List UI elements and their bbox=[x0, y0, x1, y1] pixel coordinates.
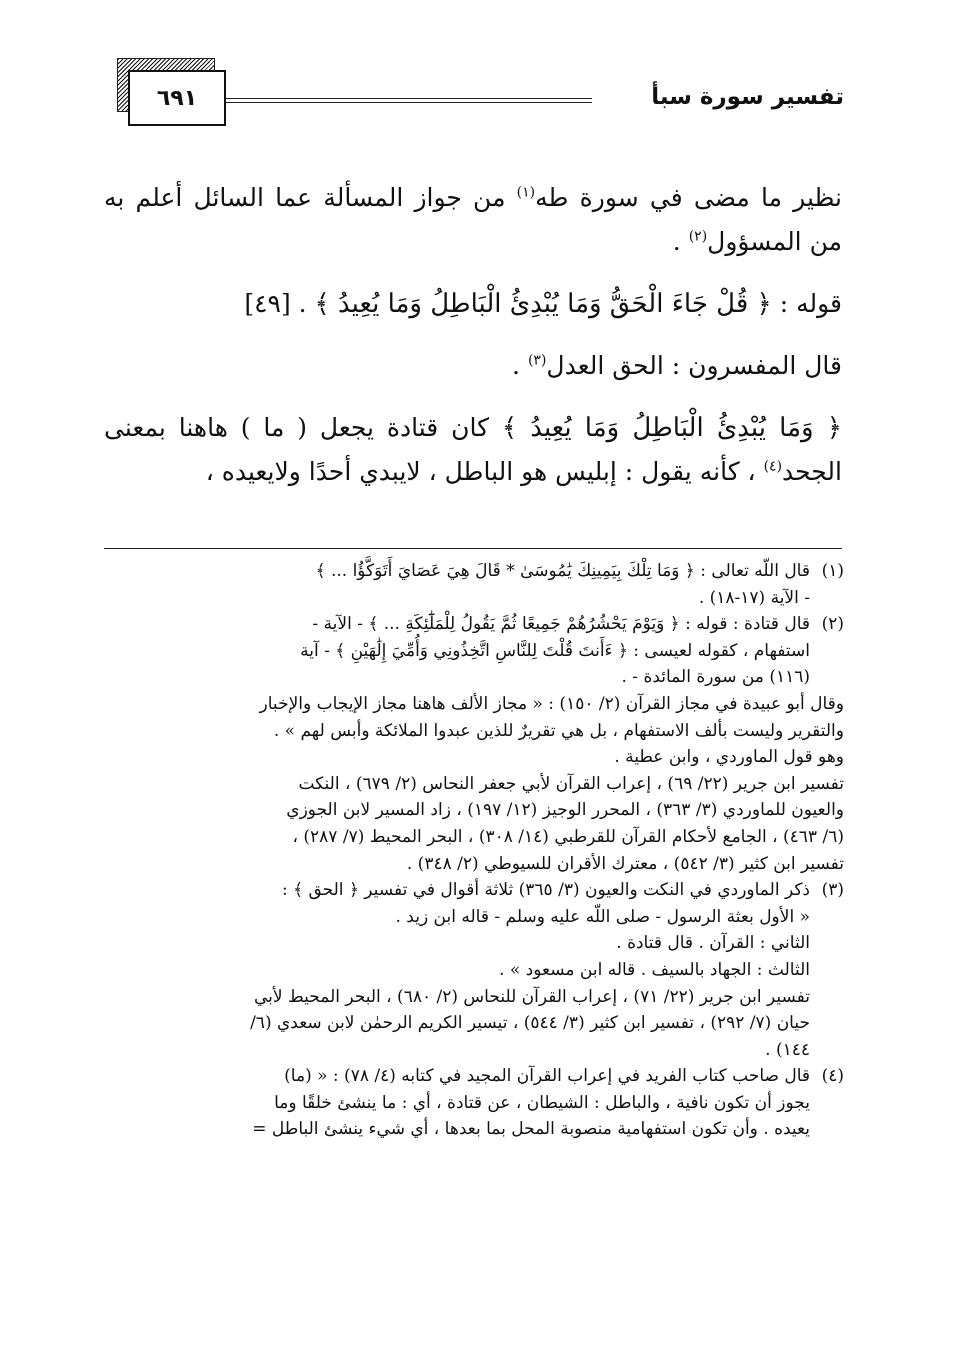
footnote-line: (١١٦) من سورة المائدة - . bbox=[621, 667, 810, 688]
footnote-separator bbox=[104, 548, 842, 549]
footnote-line: قال صاحب كتاب الفريد في إعراب القرآن المجيد في كتابه (٤/ ٧٨) : « (ما) bbox=[284, 1066, 810, 1087]
footnote-line: حيان (٧/ ٢٩٢) ، تفسير ابن كثير (٣/ ٥٤٤) ، تيسير الكريم الرحمٰن لابن سعدي (٦/ bbox=[250, 1013, 810, 1034]
verse-49: ﴿ قُلْ جَاءَ الْحَقُّ وَمَا يُبْدِئُ الْبَاطِلُ وَمَا يُعِيدُ ﴾ bbox=[314, 289, 772, 319]
p4-text-2: ، كأنه يقول : إبليس هو الباطل ، لايبدي أحدًا ولايعيده ، bbox=[205, 457, 764, 486]
footnote-line: تفسير ابن جرير (٢٢/ ٧١) ، إعراب القرآن للنحاس (٢/ ٦٨٠) ، البحر المحيط لأبي bbox=[254, 986, 810, 1007]
footnote-line: والتقرير وليست بألف الاستفهام ، بل هي تقريرٌ للذين عبدوا الملائكة وأبس لهم » . bbox=[273, 720, 844, 741]
p3-end: . bbox=[512, 351, 528, 380]
footnote-number: (٣) bbox=[821, 880, 844, 901]
running-title: تفسير سورة سبأ bbox=[651, 84, 844, 110]
verse-quote: ﴿ وَمَا يُبْدِئُ الْبَاطِلُ وَمَا يُعِيدُ ﴾ bbox=[501, 413, 842, 443]
main-text bbox=[104, 176, 842, 512]
footnote-line: يعيده . وأن تكون استفهامية منصوبة المحل بما بعدها ، أي شيء ينشئ الباطل = bbox=[252, 1119, 810, 1140]
footnotes bbox=[104, 558, 844, 1143]
footnote-line: قال اللّه تعالى : ﴿ وَمَا تِلْكَ بِيَمِينِكَ يَٰمُوسَىٰ * قَالَ هِيَ عَصَايَ أَتَوَكَّؤُا ... ﴾ bbox=[315, 561, 810, 581]
footnote-line: وقال أبو عبيدة في مجاز القرآن (٢/ ١٥٠) : « مجاز الألف هاهنا مجاز الإيجاب والإخبار bbox=[259, 693, 844, 714]
footnote-line: قال قتادة : قوله : ﴿ وَيَوْمَ يَحْشُرُهُمْ جَمِيعًا ثُمَّ يَقُولُ لِلْمَلَٰٓئِكَةِ ... ﴾ - الآية - bbox=[312, 614, 810, 635]
paragraph-3 bbox=[104, 344, 842, 388]
p1-text-2: من جواز المسألة عما السائل أعلم به من المسؤول bbox=[104, 183, 842, 256]
footnote-4 bbox=[104, 1063, 844, 1143]
p1-text: نظير ما مضى في سورة طه bbox=[535, 183, 842, 212]
footnote-ref-3[interactable]: (٣) bbox=[527, 352, 547, 369]
verse-number: . [٤٩] bbox=[244, 289, 315, 318]
p2-lead: قوله : bbox=[771, 289, 842, 318]
footnote-ref-1[interactable]: (١) bbox=[516, 184, 536, 201]
footnote-line: الثالث : الجهاد بالسيف . قاله ابن مسعود » . bbox=[499, 959, 810, 980]
paragraph-1 bbox=[104, 176, 842, 264]
footnote-line: استفهام ، كقوله لعيسى : ﴿ ءَأَنتَ قُلْتَ لِلنَّاسِ اتَّخِذُونِي وَأُمِّيَ إِلَٰهَيْنِ ﴾ - آية bbox=[300, 640, 810, 661]
paragraph-4 bbox=[104, 406, 842, 494]
footnote-line: ١٤٤) . bbox=[765, 1039, 810, 1060]
footnote-line: تفسير ابن كثير (٣/ ٥٤٢) ، معترك الأقران للسيوطي (٢/ ٣٤٨) . bbox=[406, 853, 844, 874]
footnote-number: (١) bbox=[821, 561, 844, 581]
header-rule bbox=[226, 98, 592, 103]
footnote-number: (٤) bbox=[821, 1066, 844, 1087]
footnote-line: الثاني : القرآن . قال قتادة . bbox=[616, 933, 810, 954]
footnote-line: تفسير ابن جرير (٢٢/ ٦٩) ، إعراب القرآن لأبي جعفر النحاس (٢/ ٦٧٩) ، النكت bbox=[298, 773, 844, 794]
footnote-3 bbox=[104, 877, 844, 1063]
p3-text: قال المفسرون : الحق العدل bbox=[546, 351, 842, 380]
p1-end: . bbox=[672, 227, 689, 256]
footnote-2 bbox=[104, 611, 844, 877]
footnote-ref-4[interactable]: (٤) bbox=[763, 458, 783, 475]
footnote-line: والعيون للماوردي (٣/ ٣٦٣) ، المحرر الوجيز (١٢/ ١٩٧) ، زاد المسير لابن الجوزي bbox=[286, 800, 844, 821]
p4-text: كان قتادة يجعل ( ما ) هاهنا بمعنى الجحد bbox=[104, 413, 842, 486]
footnote-line: - الآية (١٧-١٨) . bbox=[698, 587, 810, 608]
footnote-1 bbox=[104, 558, 844, 611]
footnote-line: وهو قول الماوردي ، وابن عطية . bbox=[614, 747, 844, 768]
footnote-ref-2[interactable]: (٢) bbox=[688, 228, 708, 245]
footnote-line: ذكر الماوردي في النكت والعيون (٣/ ٣٦٥) ثلاثة أقوال في تفسير ﴿ الحق ﴾ : bbox=[281, 880, 810, 901]
footnote-line: يجوز أن تكون نافية ، والباطل : الشيطان ، عن قتادة ، أي : ما ينشئ خلقًا وما bbox=[274, 1092, 810, 1113]
footnote-line: « الأول بعثة الرسول - صلى اللّه عليه وسلم - قاله ابن زيد . bbox=[395, 906, 810, 927]
page-number-box bbox=[117, 58, 225, 124]
paragraph-2 bbox=[104, 282, 842, 326]
page-number: ٦٩١ bbox=[128, 70, 226, 126]
footnote-line: (٦/ ٤٦٣) ، الجامع لأحكام القرآن للقرطبي (١٤/ ٣٠٨) ، البحر المحيط (٧/ ٢٨٧) ، bbox=[292, 826, 844, 847]
footnote-number: (٢) bbox=[821, 614, 844, 635]
